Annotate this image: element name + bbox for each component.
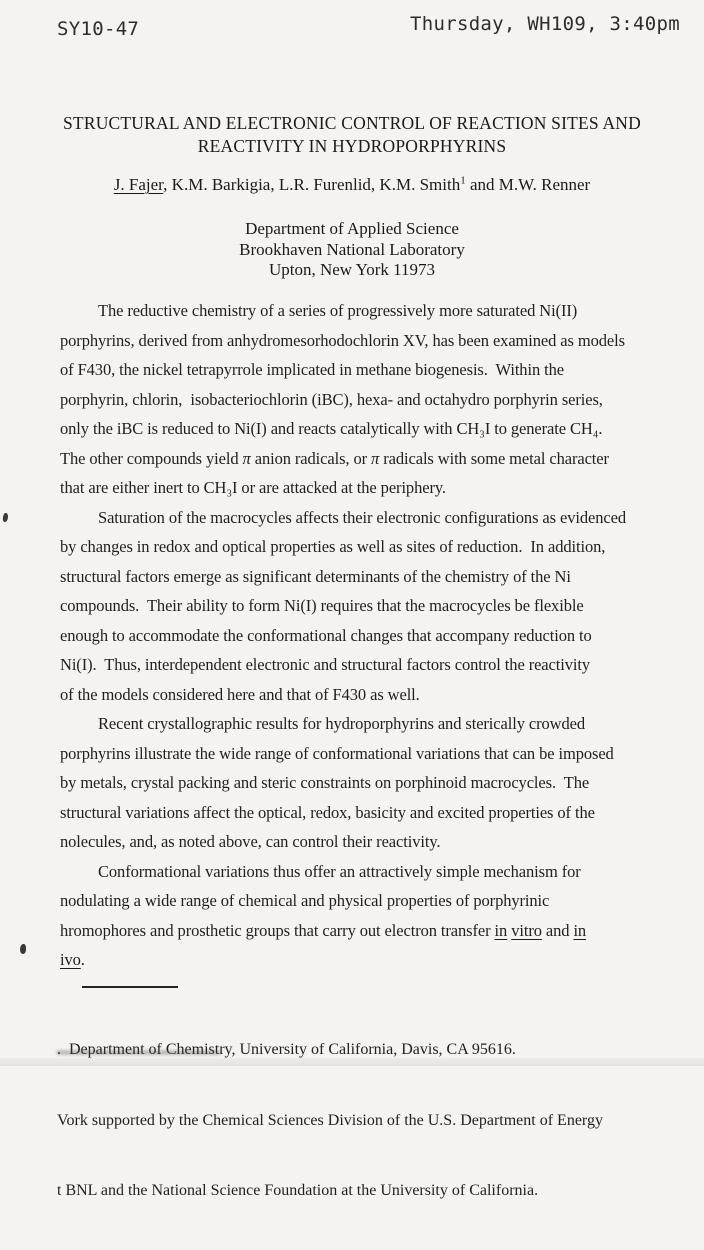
- underlined-text: vitro: [511, 920, 542, 940]
- ink-speck: [20, 944, 26, 954]
- text-run: anion radicals, or: [250, 448, 372, 468]
- abstract-line: structural variations affect the optical, redox, basicity and excited properties of the: [60, 802, 595, 822]
- text-run: π: [242, 448, 251, 468]
- abstract-line: structural factors emerge as significant determinants of the chemistry of the Ni: [60, 566, 571, 586]
- abstract-line: The reductive chemistry of a series of progressively more saturated Ni(II): [98, 301, 578, 320]
- text-run: , K.M. Barkigia, L.R. Furenlid, K.M. Smith: [163, 175, 461, 194]
- affiliation-block: [0, 219, 704, 281]
- abstract-line: porphyrins illustrate the wide range of conformational variations that can be imposed: [60, 743, 614, 763]
- affiliation-institution: Brookhaven National Laboratory: [239, 239, 465, 259]
- abstract-line: by metals, crystal packing and steric constraints on porphinoid macrocycles. The: [60, 773, 590, 792]
- footnote-line: . Department of Chemistry, University of California, Davis, CA 95616.: [57, 1041, 516, 1058]
- abstract-line: Saturation of the macrocycles affects their electronic configurations as evidenced: [98, 507, 626, 527]
- affiliation-address: Upton, New York 11973: [268, 260, 436, 279]
- underlined-text: J. Fajer: [113, 175, 164, 194]
- abstract-line: Recent crystallographic results for hydroporphyrins and sterically crowded: [98, 714, 585, 733]
- affiliation-department: Department of Applied Science: [245, 219, 459, 238]
- session-code: SY10-47: [57, 18, 140, 40]
- abstract-line: porphyrins, derived from anhydromesorhodochlorin XV, has been examined as models: [60, 330, 625, 350]
- abstract-line: compounds. Their ability to form Ni(I) requires that the macrocycles be flexible: [60, 596, 584, 615]
- underlined-text: ivo: [60, 950, 81, 969]
- abstract-line: of F430, the nickel tetrapyrrole implicated in methane biogenesis. Within the: [60, 360, 564, 379]
- abstract-line: nodulating a wide range of chemical and physical properties of porphyrinic: [60, 891, 550, 910]
- text-run: and: [541, 920, 574, 940]
- scan-edge-shadow: [0, 1058, 704, 1066]
- abstract-body: [60, 296, 662, 975]
- text-run: The other compounds yield: [60, 448, 243, 468]
- abstract-line: [60, 945, 662, 975]
- abstract-line: of the models considered here and that of F430 as well.: [60, 684, 420, 704]
- footnote-block: [57, 991, 687, 1250]
- superscript-marker: 1: [460, 174, 466, 187]
- text-run: .: [80, 950, 85, 969]
- abstract-line: porphyrin, chlorin, isobacteriochlorin (iBC), hexa- and octahydro porphyrin series,: [60, 389, 603, 409]
- underlined-text: in: [573, 920, 587, 940]
- session-schedule: Thursday, WH109, 3:40pm: [410, 13, 680, 35]
- ink-speck: [2, 513, 9, 523]
- abstract-line: [60, 444, 662, 474]
- footnote-line: Vork supported by the Chemical Sciences Division of the U.S. Department of Energy: [57, 1111, 603, 1129]
- underlined-text: in: [494, 920, 508, 940]
- abstract-line: Conformational variations thus offer an attractively simple mechanism for: [98, 861, 581, 881]
- author-line: [0, 175, 704, 195]
- abstract-line: only the iBC is reduced to Ni(I) and reacts catalytically with CH₃I to generate CH₄.: [60, 419, 603, 438]
- abstract-line: Ni(I). Thus, interdependent electronic and structural factors control the reactivity: [60, 655, 590, 674]
- text-run: radicals with some metal character: [379, 448, 609, 468]
- footnote-line: t BNL and the National Science Foundation at the University of California.: [57, 1182, 539, 1199]
- abstract-line: nolecules, and, as noted above, can control their reactivity.: [60, 832, 441, 851]
- paper-title-line2: REACTIVITY IN HYDROPORPHYRINS: [197, 136, 507, 156]
- abstract-line: that are either inert to CH₃I or are attacked at the periphery.: [60, 478, 446, 497]
- abstract-line: [60, 916, 662, 946]
- text-run: hromophores and prosthetic groups that carry out electron transfer: [60, 920, 495, 940]
- text-run: and M.W. Renner: [465, 175, 591, 194]
- abstract-line: enough to accommodate the conformational changes that accompany reduction to: [60, 625, 592, 645]
- abstract-line: by changes in redox and optical properties as well as sites of reduction. In addition,: [60, 537, 606, 556]
- scan-smudge: [56, 1050, 221, 1055]
- paper-title: [0, 112, 704, 158]
- footnote-rule: [82, 986, 178, 988]
- text-run: π: [371, 448, 380, 468]
- paper-title-line1: STRUCTURAL AND ELECTRONIC CONTROL OF REACTION SITES AND: [63, 113, 641, 133]
